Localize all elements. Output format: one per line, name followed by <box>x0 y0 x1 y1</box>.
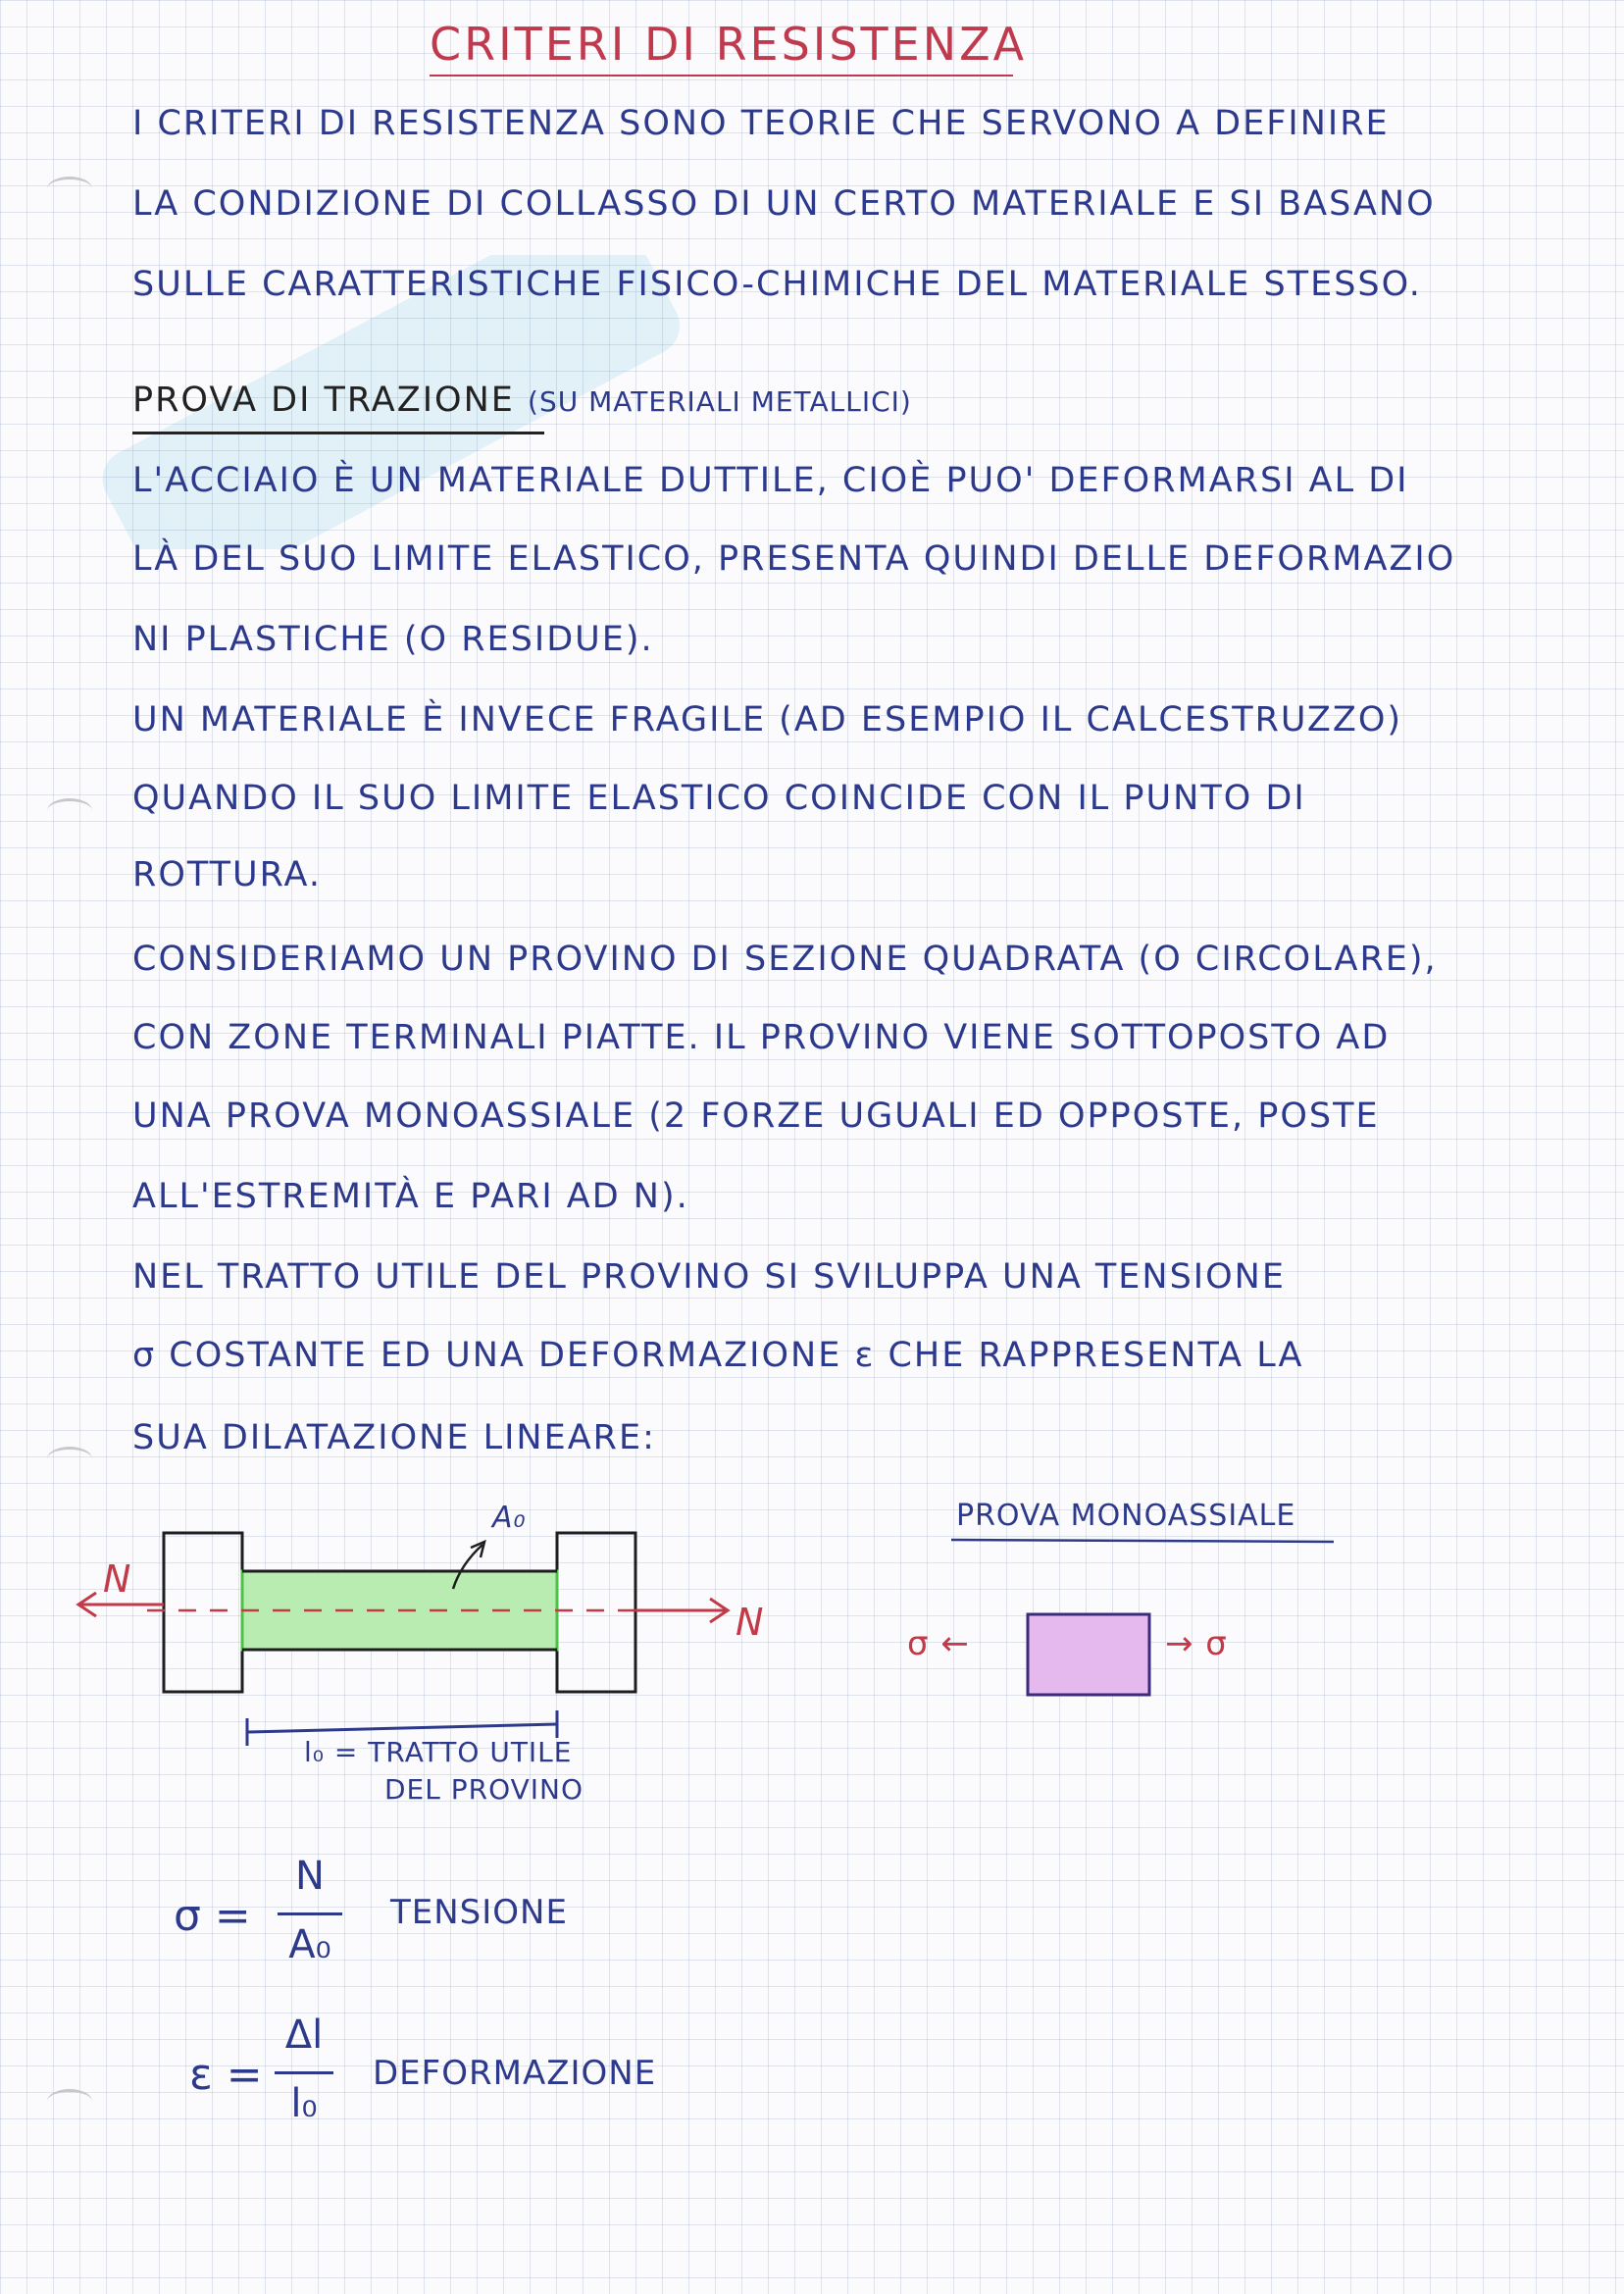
stress-formula-label: TENSIONE <box>390 1893 568 1932</box>
stress-formula-lhs: σ = <box>174 1891 251 1941</box>
stress-numerator: N <box>295 1854 325 1899</box>
strain-formula-label: DEFORMAZIONE <box>373 2054 657 2093</box>
paragraph2-line-2: LÀ DEL SUO LIMITE ELASTICO, PRESENTA QUINDI DELLE DEFORMAZIO <box>132 539 1456 579</box>
paragraph1-line-3: SULLE CARATTERISTICHE FISICO-CHIMICHE DEL MATERIALE STESSO. <box>132 265 1422 304</box>
paragraph5-line-3: SUA DILATAZIONE LINEARE: <box>132 1418 656 1457</box>
strain-fraction-bar <box>275 2071 333 2074</box>
force-label-left: N <box>103 1557 132 1601</box>
paragraph3-line-3: ROTTURA. <box>132 855 322 894</box>
stress-denominator: A₀ <box>288 1922 331 1967</box>
paragraph3-line-2: QUANDO IL SUO LIMITE ELASTICO COINCIDE CON IL PUNTO DI <box>132 779 1306 818</box>
monoaxial-title-underline <box>951 1540 1334 1542</box>
specimen-right-grip <box>557 1533 635 1692</box>
strain-formula-lhs: ε = <box>189 2050 263 2100</box>
paragraph2-line-1: L'ACCIAIO È UN MATERIALE DUTTILE, CIOÈ PUO' DEFORMARSI AL DI <box>132 461 1409 500</box>
paragraph3-line-1: UN MATERIALE È INVECE FRAGILE (AD ESEMPIO IL CALCESTRUZZO) <box>132 700 1403 739</box>
sigma-label-right: → σ <box>1165 1624 1228 1663</box>
gauge-length-label-2: DEL PROVINO <box>384 1773 584 1806</box>
gauge-length-label: l₀ = TRATTO UTILE <box>304 1736 573 1768</box>
monoaxial-title: PROVA MONOASSIALE <box>956 1499 1296 1533</box>
area-label: A₀ <box>492 1501 527 1535</box>
paragraph1-line-1: I CRITERI DI RESISTENZA SONO TEORIE CHE SERVONO A DEFINIRE <box>132 104 1390 143</box>
paragraph5-line-2: σ COSTANTE ED UNA DEFORMAZIONE ε CHE RAPPRESENTA LA <box>132 1336 1304 1375</box>
page-title: CRITERI DI RESISTENZA <box>430 18 1028 71</box>
paragraph4-line-4: ALL'ESTREMITÀ E PARI AD N). <box>132 1177 689 1216</box>
paragraph4-line-2: CON ZONE TERMINALI PIATTE. IL PROVINO VIENE SOTTOPOSTO AD <box>132 1018 1391 1057</box>
paragraph1-line-2: LA CONDIZIONE DI COLLASSO DI UN CERTO MATERIALE E SI BASANO <box>132 184 1436 224</box>
strain-numerator: Δl <box>284 2013 324 2058</box>
section-heading-note: (SU MATERIALI METALLICI) <box>528 385 912 418</box>
sigma-label-left: σ ← <box>907 1624 970 1663</box>
force-label-right: N <box>736 1601 765 1644</box>
paragraph5-line-1: NEL TRATTO UTILE DEL PROVINO SI SVILUPPA UNA TENSIONE <box>132 1257 1286 1297</box>
strain-denominator: l₀ <box>290 2081 318 2126</box>
stress-fraction-bar <box>278 1912 342 1915</box>
monoaxial-element-box <box>1028 1614 1149 1695</box>
paragraph4-line-3: UNA PROVA MONOASSIALE (2 FORZE UGUALI ED OPPOSTE, POSTE <box>132 1096 1380 1136</box>
section-heading-title: PROVA DI TRAZIONE <box>132 381 515 420</box>
paragraph4-line-1: CONSIDERIAMO UN PROVINO DI SEZIONE QUADRATA (O CIRCOLARE), <box>132 940 1438 979</box>
gauge-length-dimension <box>247 1724 557 1732</box>
paragraph2-line-3: NI PLASTICHE (O RESIDUE). <box>132 620 654 659</box>
specimen-left-grip <box>164 1533 242 1692</box>
